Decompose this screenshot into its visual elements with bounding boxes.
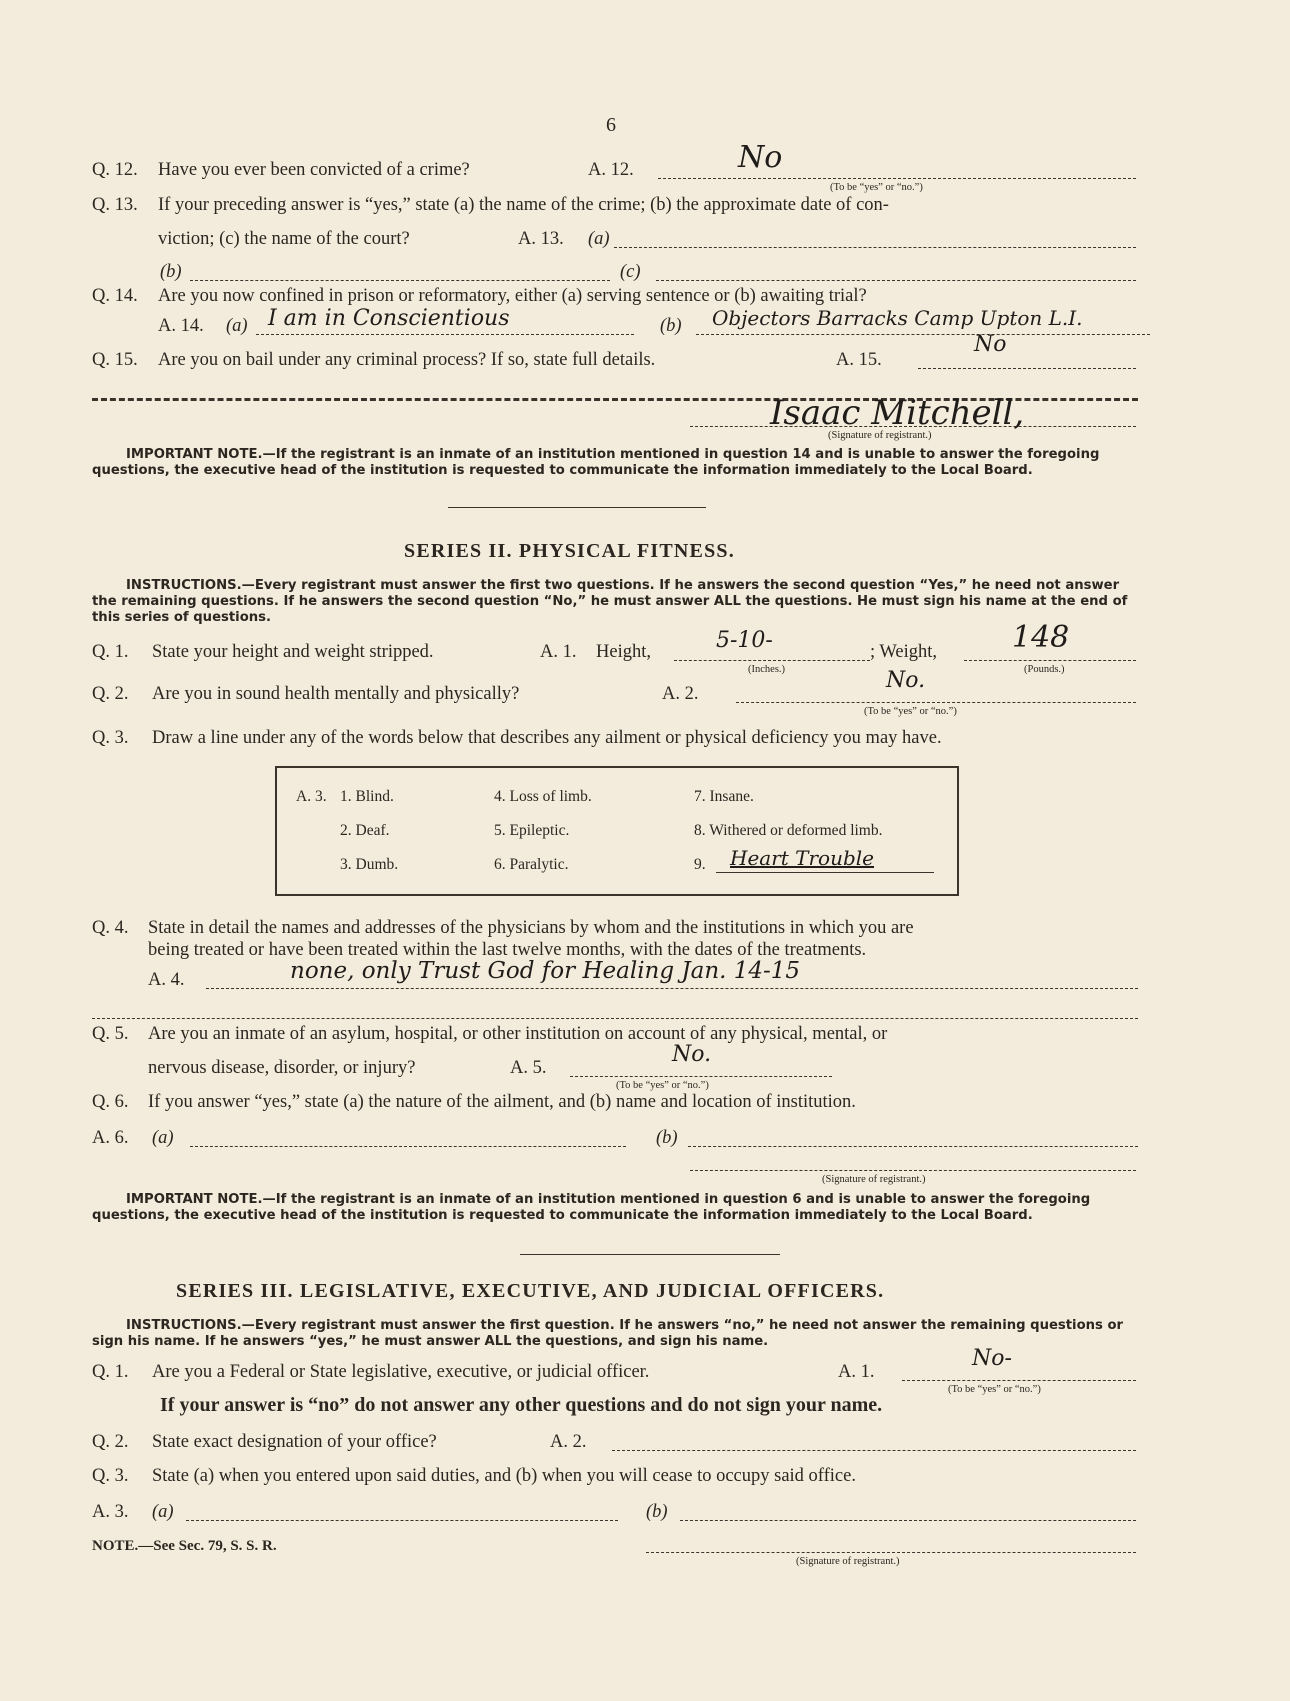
s2-q6-b-label: (b) <box>656 1128 678 1148</box>
s2-q2-answer-line <box>736 702 1136 703</box>
ailment-epileptic[interactable]: 5. Epileptic. <box>494 822 570 839</box>
s2-q4-answer-line <box>206 988 1138 989</box>
weight-answer[interactable]: 148 <box>1012 620 1070 655</box>
s2-q2-answer-label: A. 2. <box>662 684 699 704</box>
q13-b-label: (b) <box>160 262 182 282</box>
s2-q5-answer-label: A. 5. <box>510 1058 547 1078</box>
ailment-prefix: A. 3. <box>296 788 327 805</box>
series1-important-note: IMPORTANT NOTE.—If the registrant is an inmate of an institution mentioned in question 14 and is unable to answer the foregoing questions, the executive head of the institution is requested to communicate the information immediately to the Local Board. <box>92 447 1100 478</box>
q14-b-label: (b) <box>660 316 682 336</box>
s2-q4-extra-line <box>92 1018 1138 1019</box>
q12-answer-label: A. 12. <box>588 160 634 180</box>
ailment-other-answer[interactable]: Heart Trouble <box>730 846 875 870</box>
s2-q2-number: Q. 2. <box>92 684 129 704</box>
q14-b-line <box>696 334 1150 335</box>
s2-q5-hint: (To be “yes” or “no.”) <box>616 1080 709 1091</box>
ailment-deaf[interactable]: 2. Deaf. <box>340 822 390 839</box>
rule <box>448 507 706 508</box>
series1-signature[interactable]: Isaac Mitchell, <box>770 393 1025 433</box>
ailment-paralytic[interactable]: 6. Paralytic. <box>494 856 569 873</box>
height-answer[interactable]: 5-10- <box>716 628 773 653</box>
q12-answer-line <box>658 178 1136 179</box>
series3-signature-caption: (Signature of registrant.) <box>796 1556 900 1567</box>
s2-q5-answer[interactable]: No. <box>672 1042 712 1067</box>
q14-number: Q. 14. <box>92 286 138 306</box>
q14-a-line <box>256 334 634 335</box>
s2-q6-b-line <box>688 1146 1138 1147</box>
series2-important-note: IMPORTANT NOTE.—If the registrant is an inmate of an institution mentioned in question 6 and is unable to answer the foregoing questions, the executive head of the institution is requested to communicate the information immediately to the Local Board. <box>92 1192 1091 1223</box>
ailment-withered-limb[interactable]: 8. Withered or deformed limb. <box>694 822 883 839</box>
series3-instructions: INSTRUCTIONS.—Every registrant must answer the first question. If he answers “no,” he need not answer the remaining questions or sign his name. If he answers “yes,” he must answer ALL the questions, and sign his name. <box>92 1318 1124 1349</box>
s3-q1-answer-label: A. 1. <box>838 1362 875 1382</box>
s2-q6-answer-label: A. 6. <box>92 1128 129 1148</box>
q15-number: Q. 15. <box>92 350 138 370</box>
q15-answer-line <box>918 368 1136 369</box>
series3-heading: SERIES III. LEGISLATIVE, EXECUTIVE, AND JUDICIAL OFFICERS. <box>176 1280 885 1302</box>
q14-answer-b[interactable]: Objectors Barracks Camp Upton L.I. <box>712 306 1083 330</box>
s2-q3-number: Q. 3. <box>92 728 129 748</box>
series1-signature-line <box>690 426 1136 427</box>
s3-q1-answer-line <box>902 1380 1136 1381</box>
page-number: 6 <box>606 114 616 136</box>
s2-q6-number: Q. 6. <box>92 1092 129 1112</box>
s2-q2-answer[interactable]: No. <box>886 668 926 693</box>
q14-answer-a[interactable]: I am in Conscientious <box>268 306 510 331</box>
q15-answer-label: A. 15. <box>836 350 882 370</box>
q13-number: Q. 13. <box>92 195 138 215</box>
s2-q4-text-line1: State in detail the names and addresses of the physicians by whom and the institutions in which you are <box>148 918 914 938</box>
s2-q6-text: If you answer “yes,” state (a) the nature of the ailment, and (b) name and location of institution. <box>148 1092 856 1112</box>
s3-q2-answer-label: A. 2. <box>550 1432 587 1452</box>
weight-line <box>964 660 1136 661</box>
q12-hint: (To be “yes” or “no.”) <box>830 182 923 193</box>
s2-q5-answer-line <box>570 1076 832 1077</box>
rule <box>520 1254 780 1255</box>
s2-q3-text: Draw a line under any of the words below that describes any ailment or physical deficiency you may have. <box>152 728 942 748</box>
s2-q4-number: Q. 4. <box>92 918 129 938</box>
ailment-loss-of-limb[interactable]: 4. Loss of limb. <box>494 788 592 805</box>
q13-a-label: (a) <box>588 229 610 249</box>
height-line <box>674 660 870 661</box>
q12-answer[interactable]: No <box>738 140 783 175</box>
s3-q3-text: State (a) when you entered upon said duties, and (b) when you will cease to occupy said office. <box>152 1466 856 1486</box>
s3-q1-answer[interactable]: No- <box>972 1346 1012 1371</box>
s2-q6-a-line <box>190 1146 626 1147</box>
ailment-insane[interactable]: 7. Insane. <box>694 788 754 805</box>
s3-q1-hint: (To be “yes” or “no.”) <box>948 1384 1041 1395</box>
q13-text-line1: If your preceding answer is “yes,” state (a) the name of the crime; (b) the approximate date of con- <box>158 195 889 215</box>
q14-a-label: (a) <box>226 316 248 336</box>
s3-q3-b-label: (b) <box>646 1502 668 1522</box>
s3-q1-text: Are you a Federal or State legislative, executive, or judicial officer. <box>152 1362 650 1382</box>
q12-number: Q. 12. <box>92 160 138 180</box>
series3-signature-line <box>646 1552 1136 1553</box>
s3-q2-answer-line <box>612 1450 1136 1451</box>
series2-heading: SERIES II. PHYSICAL FITNESS. <box>404 540 735 562</box>
q15-answer[interactable]: No <box>974 332 1007 357</box>
s3-warning: If your answer is “no” do not answer any other questions and do not sign your name. <box>160 1394 883 1416</box>
s3-note: NOTE.—See Sec. 79, S. S. R. <box>92 1538 277 1554</box>
s3-q3-b-line <box>680 1520 1136 1521</box>
series2-signature-line <box>690 1170 1136 1171</box>
q13-text-line2: viction; (c) the name of the court? <box>158 229 410 249</box>
q12-text: Have you ever been convicted of a crime? <box>158 160 470 180</box>
s2-q5-text-line2: nervous disease, disorder, or injury? <box>148 1058 416 1078</box>
s2-q1-answer-label: A. 1. <box>540 642 577 662</box>
s3-q1-number: Q. 1. <box>92 1362 129 1382</box>
q13-c-label: (c) <box>620 262 641 282</box>
weight-unit: (Pounds.) <box>1024 664 1065 675</box>
ailment-blind[interactable]: 1. Blind. <box>340 788 394 805</box>
s3-q2-text: State exact designation of your office? <box>152 1432 437 1452</box>
series2-signature-caption: (Signature of registrant.) <box>822 1174 926 1185</box>
q13-answer-label: A. 13. <box>518 229 564 249</box>
s3-q3-a-line <box>186 1520 618 1521</box>
s3-q3-a-label: (a) <box>152 1502 174 1522</box>
s3-q3-answer-label: A. 3. <box>92 1502 129 1522</box>
s2-q4-answer[interactable]: none, only Trust God for Healing Jan. 14-15 <box>290 958 801 984</box>
series1-signature-caption: (Signature of registrant.) <box>828 430 932 441</box>
q14-text: Are you now confined in prison or reformatory, either (a) serving sentence or (b) awaiting trial? <box>158 286 867 306</box>
q14-answer-label: A. 14. <box>158 316 204 336</box>
ailment-dumb[interactable]: 3. Dumb. <box>340 856 399 873</box>
s2-q6-a-label: (a) <box>152 1128 174 1148</box>
s2-q5-number: Q. 5. <box>92 1024 129 1044</box>
s2-q1-number: Q. 1. <box>92 642 129 662</box>
series2-instructions: INSTRUCTIONS.—Every registrant must answer the first two questions. If he answers the second question “Yes,” he need not answer the remaining questions. If he answers the second question “No,” he must answer ALL the questions. He must sign his name at the end of this series of questions. <box>92 578 1128 625</box>
s2-q2-hint: (To be “yes” or “no.”) <box>864 706 957 717</box>
s2-q4-answer-label: A. 4. <box>148 970 185 990</box>
s2-q5-text-line1: Are you an inmate of an asylum, hospital, or other institution on account of any physical, mental, or <box>148 1024 888 1044</box>
s2-q1-text: State your height and weight stripped. <box>152 642 434 662</box>
height-unit: (Inches.) <box>748 664 786 675</box>
height-label: Height, <box>596 642 651 662</box>
ailment-other-label: 9. <box>694 856 706 873</box>
s2-q2-text: Are you in sound health mentally and physically? <box>152 684 520 704</box>
s3-q3-number: Q. 3. <box>92 1466 129 1486</box>
q15-text: Are you on bail under any criminal process? If so, state full details. <box>158 350 656 370</box>
ailment-other-line <box>716 872 934 873</box>
s2-q4-text-line2: being treated or have been treated within the last twelve months, with the dates of the treatments. <box>148 940 867 960</box>
q13-b-line <box>190 280 610 281</box>
s3-q2-number: Q. 2. <box>92 1432 129 1452</box>
q13-c-line <box>656 280 1136 281</box>
q13-a-line <box>614 247 1136 248</box>
weight-label: ; Weight, <box>870 642 938 662</box>
